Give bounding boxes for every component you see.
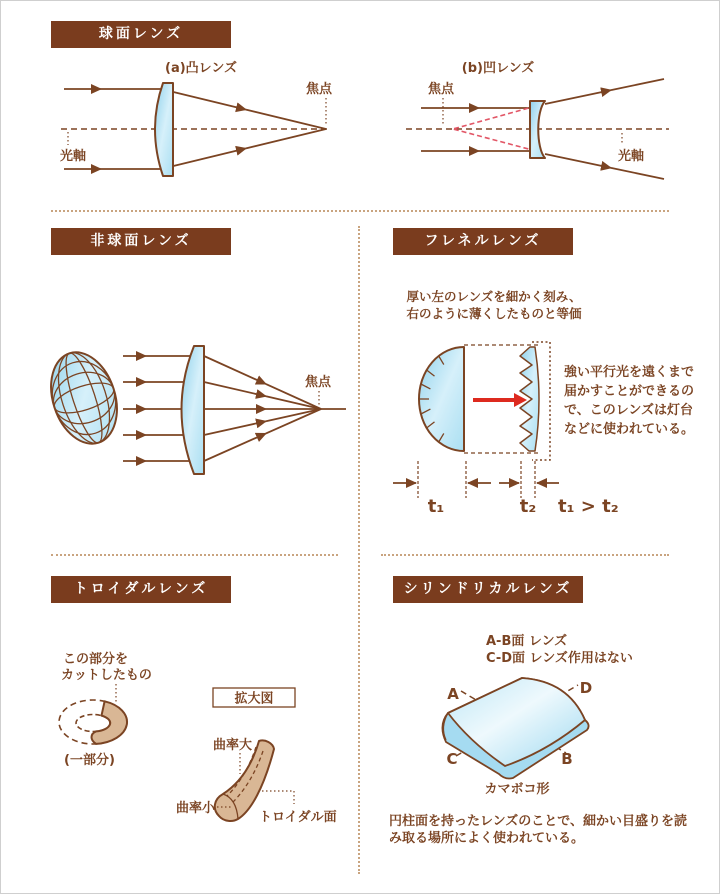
toroidal-surface-leader <box>262 791 294 804</box>
toroidal-lens-diagram <box>46 641 346 841</box>
corner-d-label: D <box>579 679 593 697</box>
thickness-compare-label: t₁ > t₂ <box>558 496 619 517</box>
fresnel-note-line3: で、このレンズは灯台 <box>564 403 694 418</box>
enlarged-view-label: 拡大図 <box>234 691 274 707</box>
virtual-ray-traces <box>453 106 536 151</box>
convex-label: (a)凸レンズ <box>165 61 237 76</box>
section-title-cylindrical: シリンドリカルレンズ <box>393 576 583 603</box>
aspherical-lens-diagram <box>41 336 361 486</box>
aspheric-mesh-ellipsoid <box>40 344 128 453</box>
fresnel-note-line1: 強い平行光を遠くまで <box>564 365 695 380</box>
aspherical-focal-label: 焦点 <box>304 375 332 390</box>
cd-plane-note: C-D面 レンズ作用はない <box>486 651 633 666</box>
light-rays <box>123 356 346 461</box>
part-label: (一部分) <box>64 753 115 768</box>
cylindrical-description-line1: 円柱面を持ったレンズのことで、細かい目盛りを読 <box>389 814 688 829</box>
corner-b-label: B <box>561 750 573 768</box>
convex-lens-diagram <box>41 46 361 196</box>
horizontal-divider-1 <box>51 210 669 212</box>
section-title-aspherical: 非球面レンズ <box>51 228 231 255</box>
fresnel-description <box>399 288 589 322</box>
cut-note-line1: この部分を <box>63 652 129 667</box>
corner-a-label: A <box>447 685 459 703</box>
fresnel-description-line1: 厚い左のレンズを細かく刻み、 <box>406 289 582 304</box>
section-title-spherical: 球面レンズ <box>51 21 231 48</box>
concave-axis-label: 光軸 <box>617 149 645 164</box>
vertical-divider <box>358 226 360 874</box>
transform-arrow-icon <box>473 393 527 407</box>
corner-c-label: C <box>446 750 458 768</box>
convex-focal-label: 焦点 <box>305 82 333 97</box>
concave-lens-diagram <box>401 46 681 196</box>
horizontal-divider-2-left <box>51 554 338 556</box>
section-title-toroidal: トロイダルレンズ <box>51 576 231 603</box>
ab-plane-note: A-B面 レンズ <box>486 634 568 649</box>
fresnel-description-line2: 右のように薄くしたものと等価 <box>406 306 582 321</box>
horizontal-divider-2-right <box>381 554 669 556</box>
dimension-guides <box>418 461 535 498</box>
fresnel-lens-diagram <box>386 336 716 521</box>
section-title-fresnel: フレネルレンズ <box>393 228 573 255</box>
convex-lens-shape <box>155 83 173 176</box>
curvature-large-label: 曲率大 <box>213 738 253 753</box>
concave-lens-shape <box>530 101 545 158</box>
cut-note-line2: カットしたもの <box>61 668 152 683</box>
thickness-t1-label: t₁ <box>427 496 445 517</box>
cylindrical-description-line2: み取る場所によく使われている。 <box>389 831 585 846</box>
aspherical-lens-shape <box>182 346 205 474</box>
thickness-t2-label: t₂ <box>519 496 537 517</box>
cylindrical-description <box>389 813 687 847</box>
toroidal-surface-label: トロイダル面 <box>259 810 337 825</box>
curvature-small-label: 曲率小 <box>176 801 216 816</box>
cylindrical-lens-diagram <box>396 621 706 806</box>
torus-cut-piece <box>92 701 128 744</box>
fresnel-note-line2: 届かすことができるの <box>564 384 695 399</box>
convex-axis-label: 光軸 <box>59 149 87 164</box>
concave-focal-label: 焦点 <box>427 82 455 97</box>
kamaboko-shape-label: カマボコ形 <box>484 782 550 797</box>
fresnel-note-line4: などに使われている。 <box>564 422 695 437</box>
concave-label: (b)凹レンズ <box>461 61 535 76</box>
